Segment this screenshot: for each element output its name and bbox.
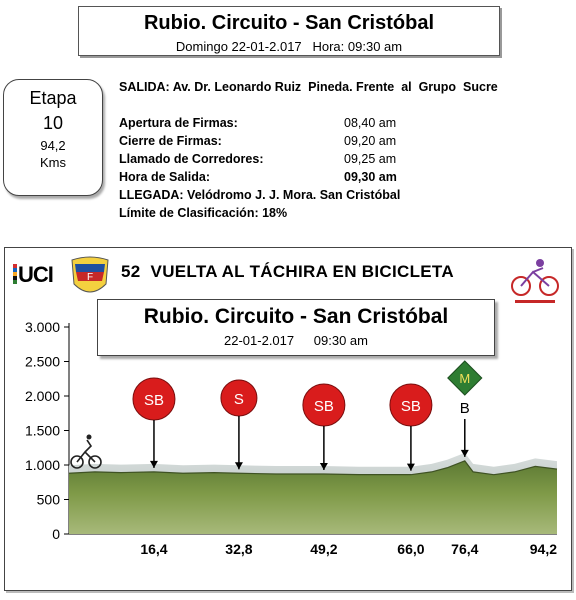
svg-text:F: F [86,272,94,283]
info-key: Hora de Salida: [119,170,210,184]
x-tick-label: 76,4 [451,541,479,557]
x-tick-label: 32,8 [225,541,253,557]
sprint-label: SB [313,398,334,415]
y-tick-label: 0 [52,526,60,542]
stage-header [78,6,500,56]
info-row [119,116,396,130]
stage-distance: 94,2 [40,138,66,153]
y-tick-label: 1.500 [24,422,60,439]
association-logo-icon [507,256,563,308]
race-title: 52 VUELTA AL TÁCHIRA EN BICICLETA [121,262,454,281]
sprint-marker [133,378,175,468]
info-row [119,170,397,184]
x-tick-label: 94,2 [529,541,557,557]
stage-box [3,79,103,196]
finish-location: LLEGADA: Velódromo J. J. Mora. San Cristóbal [119,188,401,202]
info-key: Apertura de Firmas: [119,116,238,130]
y-tick-label: 1.000 [24,457,60,473]
federation-crest-icon [69,254,111,302]
uci-logo: UCI [13,262,53,288]
profile-time: 09:30 am [313,333,368,348]
stage-date-time: Domingo 22-01-2.017 Hora: 09:30 am [175,39,403,54]
mountain-marker [448,361,482,457]
profile-date: 22-01-2.017 [224,333,295,348]
info-value: 09,20 am [344,134,397,148]
sprint-label: SB [143,392,164,409]
stage-title: Rubio. Circuito - San Cristóbal [143,12,434,34]
x-tick-label: 49,2 [310,541,338,557]
info-value: 09,30 am [344,170,397,184]
x-tick-label: 16,4 [140,541,168,557]
sprint-label: S [233,391,244,408]
y-tick-label: 2.500 [24,353,60,370]
mountain-label: M [459,371,471,386]
y-tick-label: 500 [36,491,60,508]
stage-label: Etapa [29,88,77,108]
sprint-label: SB [400,398,421,415]
y-tick-label: 3.000 [24,319,60,335]
profile-title-box [97,299,495,356]
x-tick-label: 66,0 [397,541,425,557]
info-key: Cierre de Firmas: [119,134,222,148]
classification-limit: Límite de Clasificación: 18% [119,206,288,220]
info-value: 08,40 am [344,116,397,130]
sprint-marker [303,384,345,470]
stage-distance-unit: Kms [40,155,66,170]
profile-date-time [98,333,494,348]
mountain-category: B [459,400,470,417]
start-location: SALIDA: Av. Dr. Leonardo Ruiz Pineda. Frente al Grupo Sucre [119,80,498,94]
profile-title: Rubio. Circuito - San Cristóbal [143,305,449,328]
cyclist-icon [71,435,101,469]
sprint-marker [390,384,432,471]
stage-profile [4,247,572,591]
y-tick-label: 2.000 [24,388,60,404]
stage-number: 10 [42,113,64,133]
sprint-marker [221,380,257,469]
info-value: 09,25 am [344,152,397,166]
info-row [119,134,396,148]
info-key: Llamado de Corredores: [119,152,264,166]
info-row [119,152,396,166]
